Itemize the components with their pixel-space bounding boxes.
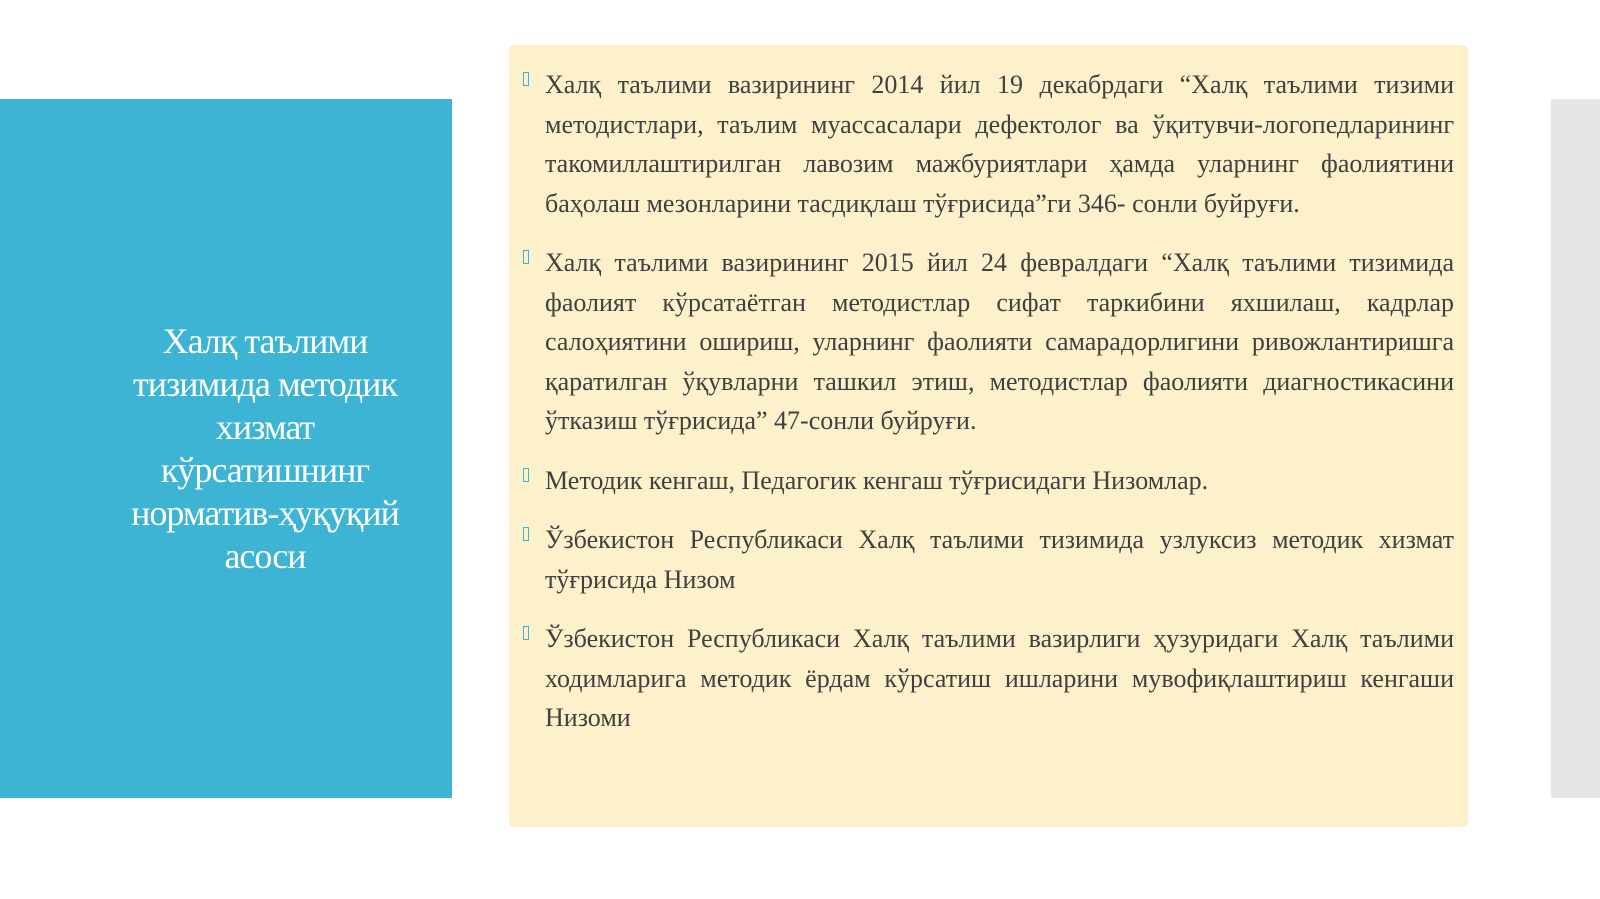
square-bullet-icon [521, 624, 545, 650]
list-item [521, 619, 1454, 738]
list-item [521, 461, 1454, 501]
list-item [521, 65, 1454, 223]
side-strip [1551, 99, 1600, 798]
list-item-text: Методик кенгаш, Педагогик кенгаш тўғрисидаги Низомлар. [545, 465, 1209, 495]
square-bullet-icon [521, 525, 545, 551]
square-bullet-icon [521, 248, 545, 274]
list-item [521, 520, 1454, 599]
slide-title: Халқ таълими тизимида методик хизмат кўрсатишнинг норматив-ҳуқуқий асоси [131, 320, 399, 576]
content-box [509, 45, 1468, 827]
list-item-text: Ўзбекистон Республикаси Халқ таълими тизимида узлуксиз методик хизмат тўғрисида Низом [545, 525, 1454, 594]
title-panel [0, 99, 452, 798]
square-bullet-icon [521, 70, 545, 96]
square-bullet-icon [521, 466, 545, 492]
bullet-list [521, 65, 1454, 738]
list-item [521, 243, 1454, 441]
list-item-text: Халқ таълими вазирининг 2014 йил 19 декабрдаги “Халқ таълими тизими методистлари, таълим муассасалари дефектолог ва ўқитувчи-логопедларининг такомиллаштирилган лавозим мажбуриятлари ҳамда уларнинг фаолиятини баҳолаш мезонларини тасдиқлаш тўғрисида”ги 346- сонли буйруғи. [545, 70, 1454, 218]
list-item-text: Халқ таълими вазирининг 2015 йил 24 февралдаги “Халқ таълими тизимида фаолият кўрсатаётган методистлар сифат таркибини яхшилаш, кадрлар салоҳиятини ошириш, уларнинг фаолияти самарадорлигини ривожлантиришга қаратилган ўқувларни ташкил этиш, методистлар фаолияти диагностикасини ўтказиш тўғрисида” 47-сонли буйруғи. [545, 248, 1454, 435]
list-item-text: Ўзбекистон Республикаси Халқ таълими вазирлиги ҳузуридаги Халқ таълими ходимларига методик ёрдам кўрсатиш ишларини мувофиқлаштириш кенгаши Низоми [545, 624, 1454, 732]
